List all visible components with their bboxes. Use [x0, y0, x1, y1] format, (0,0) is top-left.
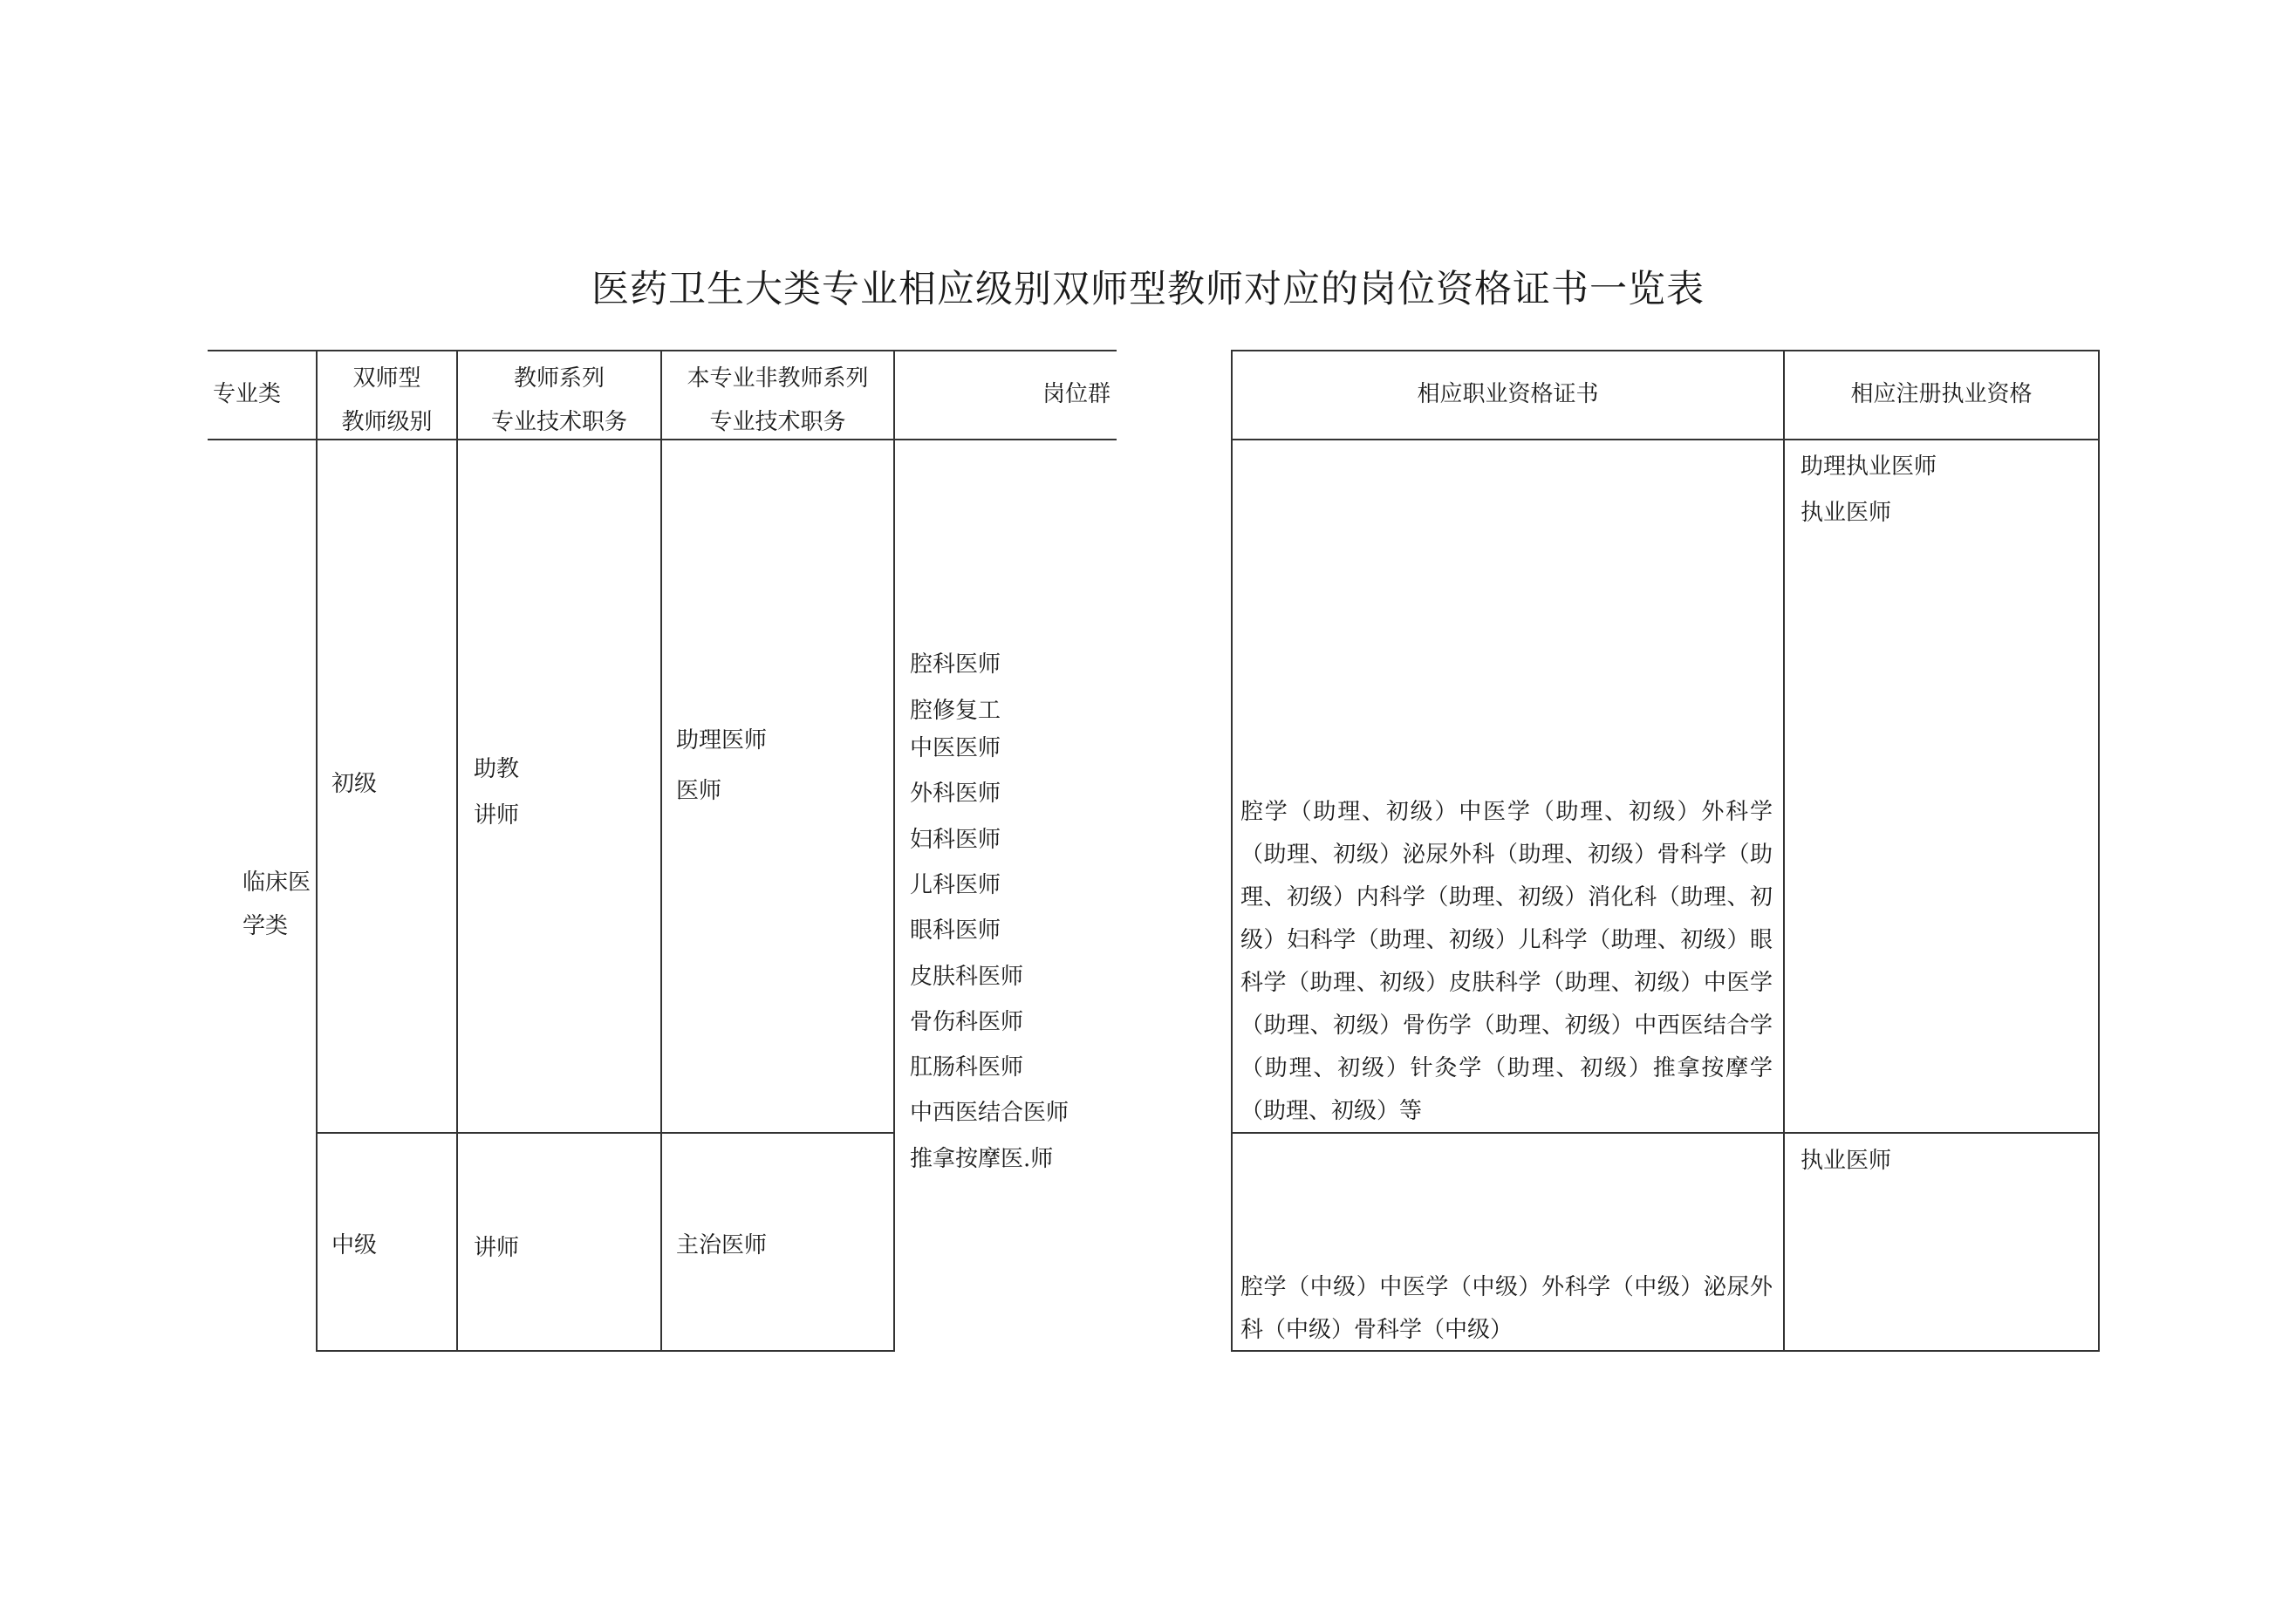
post-group-item: 中西医结合医师 — [910, 1100, 1069, 1126]
post-group-item: 妇科医师 — [910, 827, 1001, 853]
row2-non-teacher-title-1: 主治医师 — [676, 1232, 768, 1258]
post-group-item: 眼科医师 — [910, 917, 1001, 944]
header-major-category: 专业类 — [213, 381, 282, 407]
post-group-item: 皮肤科医师 — [910, 964, 1024, 990]
header-teacher-title-line2: 专业技术职务 — [490, 409, 627, 435]
row1-level: 初级 — [331, 771, 378, 797]
row1-teacher-title-2: 讲师 — [474, 802, 520, 829]
post-group-item: 外科医师 — [910, 781, 1001, 807]
header-non-teacher-title-line1: 本专业非教师系列 — [687, 365, 869, 392]
post-group-item: 骨伤科医师 — [910, 1009, 1024, 1035]
header-dual-teacher-level-line2: 教师级别 — [341, 409, 433, 435]
category-line1: 临床医 — [243, 869, 311, 896]
post-group-item: 腔修复工 — [910, 698, 1001, 724]
row1-non-teacher-title-2: 医师 — [676, 778, 722, 804]
post-group-item: 肛肠科医师 — [910, 1054, 1024, 1081]
row1-non-teacher-title-1: 助理医师 — [676, 727, 768, 754]
post-group-item: 中医医师 — [910, 735, 1001, 761]
row1-registration-1: 助理执业医师 — [1801, 453, 1937, 480]
header-teacher-title-line1: 教师系列 — [513, 365, 605, 392]
header-dual-teacher-level-line1: 双师型 — [352, 365, 421, 392]
row1-certificates: 腔学（助理、初级）中医学（助理、初级）外科学（助理、初级）泌尿外科（助理、初级）骨科学（助理、初级）内科学（助理、初级）消化科（助理、初级）妇科学（助理、初级）儿科学（助理、初级）眼科学（助理、初级）皮肤科学（助理、初级）中医学（助理、初级）骨伤学（助理、初级）中西医结合学（助理、初级）针灸学（助理、初级）推拿按摩学（助理、初级）等 — [1240, 799, 1773, 1124]
header-post-group: 岗位群 — [1042, 381, 1111, 407]
row1-registration-2: 执业医师 — [1801, 500, 1892, 526]
row2-teacher-title-1: 讲师 — [474, 1235, 520, 1261]
header-registration: 相应注册执业资格 — [1850, 381, 2033, 407]
post-group-item: 推拿按摩医.师 — [910, 1146, 1054, 1172]
row2-registration-1: 执业医师 — [1801, 1148, 1892, 1174]
category-line2: 学类 — [243, 913, 289, 939]
row2-certificates: 腔学（中级）中医学（中级）外科学（中级）泌尿外科（中级）骨科学（中级） — [1240, 1274, 1773, 1343]
post-group-item: 腔科医师 — [910, 651, 1001, 678]
header-qualification-cert: 相应职业资格证书 — [1417, 381, 1599, 407]
post-group-item: 儿科医师 — [910, 872, 1001, 898]
row1-teacher-title-1: 助教 — [474, 756, 520, 782]
row2-level: 中级 — [331, 1232, 378, 1258]
page-title: 医药卫生大类专业相应级别双师型教师对应的岗位资格证书一览表 — [591, 268, 1705, 311]
header-non-teacher-title-line2: 专业技术职务 — [709, 409, 846, 435]
